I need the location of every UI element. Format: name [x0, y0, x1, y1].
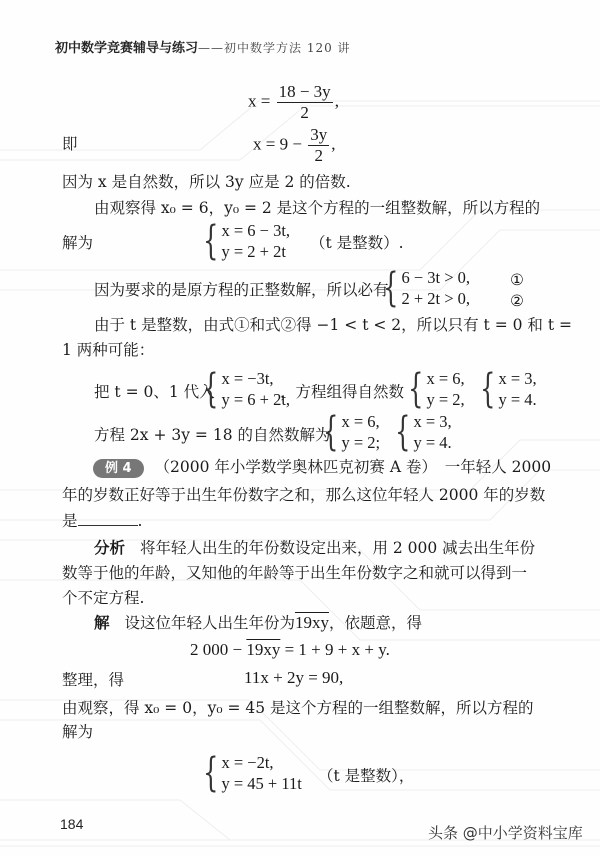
label-ji: 即	[62, 135, 78, 153]
running-header	[55, 37, 351, 56]
paragraph: 因为 x 是自然数，所以 3y 应是 2 的倍数.	[62, 173, 351, 191]
analysis-line-3: 个不定方程.	[62, 589, 145, 607]
solution-line-2: 由观察，得 x₀ = 0，y₀ = 45 是这个方程的一组整数解，所以方程的	[62, 699, 534, 717]
fraction: $\frac{3y}{2}$	[310, 125, 328, 165]
brace-icon: {	[408, 366, 424, 412]
brace-icon: {	[395, 409, 411, 455]
book-title: 初中数学竞赛辅导与练习	[55, 41, 199, 56]
paragraph-mid: ，方程组得自然数	[280, 383, 405, 401]
brace-icon: {	[203, 750, 219, 796]
note: （t 是整数），	[318, 767, 415, 785]
equation-x-9: x = 9 − $\frac{3y}{2}$ ,	[253, 125, 336, 165]
example-line-2: 年的岁数正好等于出生年份数字之和，那么这位年轻人 2000 年的岁数	[62, 486, 546, 504]
example-badge: 例 4	[93, 459, 144, 478]
watermark: 头条 @中小学资料宝库	[428, 824, 583, 842]
circled-mark-1: ①	[510, 271, 524, 289]
equation-year: 2 000 − 19xy = 1 + 9 + x + y.	[190, 640, 390, 659]
analysis-line-1: 分析 将年轻人出生的年份数设定出来，用 2 000 减去出生年份	[94, 539, 536, 557]
solution-system-2: { x = 3, y = 4.	[480, 366, 537, 412]
equation-system: { x = −3t, y = 6 + 2t,	[203, 366, 291, 412]
example-line-3: 是 .	[62, 512, 143, 530]
solution-system-3: { x = 6, y = 2;	[323, 409, 381, 455]
label-jiewei: 解为	[62, 234, 94, 252]
circled-mark-2: ②	[510, 292, 524, 310]
solution-system-1: { x = 6, y = 2,	[408, 366, 465, 412]
brace-icon: {	[383, 265, 399, 311]
brace-icon: {	[203, 218, 219, 264]
label-zhengli: 整理，得	[62, 671, 125, 689]
paragraph-pre: 方程 2x + 3y = 18 的自然数解为	[94, 426, 331, 444]
equation-simplified: 11x + 2y = 90,	[244, 668, 344, 687]
paragraph: 因为要求的是原方程的正整数解，所以必有	[94, 281, 389, 299]
fraction: $\frac{18 - 3y}{2}$	[278, 82, 331, 122]
equation-x-fraction: x = $\frac{18 - 3y}{2}$ ,	[248, 82, 339, 122]
brace-icon: {	[323, 409, 339, 455]
paragraph-pre: 把 t = 0、1 代入	[94, 383, 215, 401]
example-line-1: 例 4 （2000 年小学数学奥林匹克初赛 A 卷） 一年轻人 2000	[93, 457, 551, 478]
paragraph: 由于 t 是整数，由式①和式②得 −1 < t < 2，所以只有 t = 0 和 t =	[94, 316, 572, 334]
solution-line-3: 解为	[62, 723, 94, 741]
brace-icon: {	[480, 366, 496, 412]
paragraph: 由观察得 x₀ = 6，y₀ = 2 是这个方程的一组整数解，所以方程的	[94, 199, 541, 217]
analysis-line-2: 数等于他的年龄，又知他的年龄等于出生年份数字之和就可以得到一	[62, 564, 528, 582]
equation-system: { x = 6 − 3t, y = 2 + 2t	[203, 218, 291, 264]
note: （t 是整数）.	[310, 234, 404, 252]
solution-system-4: { x = 3, y = 4.	[395, 409, 452, 455]
eq-lhs: x =	[248, 91, 271, 111]
solution-label: 解	[94, 614, 110, 632]
inequality-system: { 6 − 3t > 0, 2 + 2t > 0,	[383, 265, 471, 311]
brace-icon: {	[203, 366, 219, 412]
analysis-label: 分析	[94, 539, 126, 557]
equation-system: { x = −2t, y = 45 + 11t	[203, 750, 302, 796]
book-subtitle: 初中数学方法 120 讲	[224, 41, 351, 55]
answer-blank	[78, 510, 138, 526]
paragraph: 1 两种可能：	[62, 341, 155, 359]
header-dash: ——	[198, 41, 225, 55]
page-number: 184	[60, 816, 84, 832]
solution-line-1: 解 设这位年轻人出生年份为19xy，依题意，得	[94, 613, 422, 632]
